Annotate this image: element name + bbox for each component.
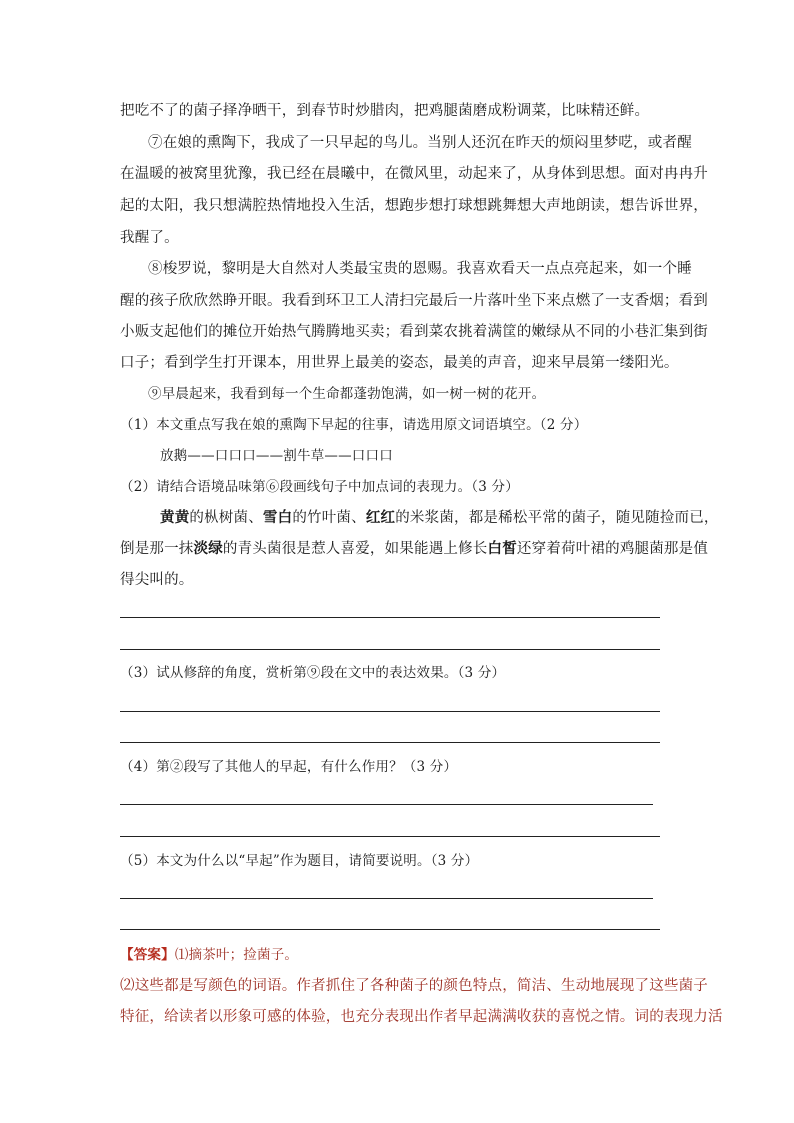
dotted-word-baixi: 白皙 [487, 540, 517, 557]
answer-line [120, 711, 660, 712]
paragraph-8-line-4: 口子；看到学生打开课本，用世界上最美的姿态，最美的声音，迎来早晨第一缕阳光。 [120, 355, 679, 371]
dotted-word-danlv: 淡绿 [193, 540, 223, 557]
question-1: （1）本文重点写我在娘的熏陶下早起的往事，请选用原文词语填空。（2 分） [120, 417, 588, 433]
question-1-fill-chain: 放鹅——口口口——割牛草——口口口 [160, 448, 393, 464]
question-2-quote-line-2: 倒是那一抹淡绿的青头菌很是惹人喜爱，如果能遇上修长白皙还穿着荷叶裙的鸡腿菌那是值 [120, 540, 709, 557]
paragraph-8-line-1: ⑧梭罗说，黎明是大自然对人类最宝贵的恩赐。我喜欢看天一点点亮起来，如一个睡 [148, 261, 692, 277]
paragraph-8-line-2: 醒的孩子欣欣然睁开眼。我看到环卫工人清扫完最后一片落叶坐下来点燃了一支香烟；看到 [120, 293, 708, 309]
paragraph-continuation: 把吃不了的菌子择净晒干，到春节时炒腊肉，把鸡腿菌磨成粉调菜，比味精还鲜。 [120, 103, 650, 119]
answer-line [120, 649, 660, 650]
question-2-quote-line-3: 得尖叫的。 [120, 572, 194, 588]
paragraph-7-line-3: 起的太阳，我只想满腔热情地投入生活，想跑步想打球想跳舞想大声地朗读，想告诉世界， [120, 198, 708, 214]
answer-1: 【答案】⑴摘茶叶；捡菌子。 [120, 947, 299, 963]
dotted-word-honghong: 红红 [365, 509, 396, 526]
question-2-quote-line-1: 黄黄的枞树菌、雪白的竹叶菌、红红的米浆菌，都是稀松平常的菌子，随见随捡而已， [160, 509, 719, 526]
answer-line [120, 898, 653, 899]
question-3: （3）试从修辞的角度，赏析第⑨段在文中的表达效果。（3 分） [120, 665, 506, 681]
paragraph-9: ⑨早晨起来，我看到每一个生命都蓬勃饱满，如一树一树的花开。 [148, 386, 546, 402]
question-5: （5）本文为什么以“早起”作为题目，请简要说明。（3 分） [120, 853, 479, 869]
answer-2-line-2: 特征，给读者以形象可感的体验，也充分表现出作者早起满满收获的喜悦之情。词的表现力活 [120, 1009, 723, 1025]
answer-line [120, 617, 660, 618]
paragraph-7-line-4: 我醒了。 [120, 230, 179, 246]
question-2: （2）请结合语境品味第⑥段画线句子中加点词的表现力。（3 分） [120, 479, 519, 495]
answer-2-line-1: ⑵这些都是写颜色的词语。作者抓住了各种菌子的颜色特点，简洁、生动地展现了这些菌子 [120, 978, 708, 994]
paragraph-8-line-3: 小贩支起他们的摊位开始热气腾腾地买卖；看到菜农挑着满筐的嫩绿从不同的小巷汇集到街 [120, 324, 708, 340]
answer-line [120, 804, 653, 805]
answer-line [120, 742, 660, 743]
question-4: （4）第②段写了其他人的早起，有什么作用？（3 分） [120, 759, 458, 775]
answer-line [120, 836, 660, 837]
dotted-word-huanghuang: 黄黄 [160, 509, 190, 526]
dotted-word-xuebai: 雪白 [262, 509, 293, 526]
answer-tag: 【答案】 [120, 947, 175, 963]
paragraph-7-line-2: 在温暖的被窝里犹豫，我已经在晨曦中，在微风里，动起来了，从身体到思想。面对冉冉升 [120, 166, 708, 182]
paragraph-7-line-1: ⑦在娘的熏陶下，我成了一只早起的鸟儿。当别人还沉在昨天的烦闷里梦呓，或者醒 [148, 135, 692, 151]
answer-line [120, 929, 660, 930]
